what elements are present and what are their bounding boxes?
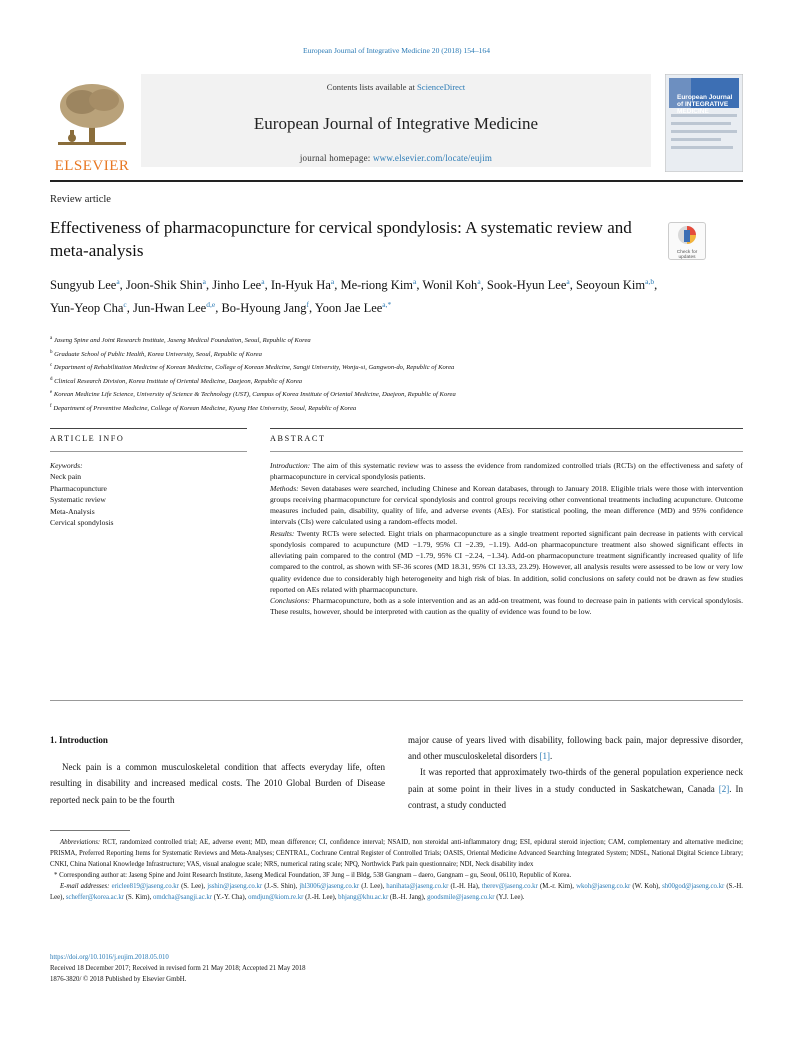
abstract-section-label: Methods: [270, 483, 299, 493]
email-link[interactable]: goodsmile@jaseng.co.kr [427, 894, 495, 902]
received-dates: Received 18 December 2017; Received in revised form 21 May 2018; Accepted 21 May 2018 [50, 965, 306, 973]
author-affiliation-marker[interactable]: a [202, 277, 207, 286]
author-name[interactable]: Wonil Koh [422, 278, 478, 293]
email-link[interactable]: omdcha@sangji.ac.kr [152, 894, 213, 902]
author-affiliation-marker[interactable]: a [261, 277, 265, 286]
abstract-section-label: Results: [270, 528, 295, 538]
keyword-item: Neck pain [50, 472, 81, 482]
author-name[interactable]: Yun-Yeop Cha [50, 301, 124, 316]
footnotes [50, 837, 743, 904]
keyword-item: Meta-Analysis [50, 506, 95, 516]
email-link[interactable]: scheffer@korea.ac.kr [65, 894, 125, 902]
email-owner: (J.-S. Shin), [262, 883, 300, 891]
intro-paragraph-2 [408, 764, 743, 813]
author-affiliation-marker[interactable]: a [477, 277, 481, 286]
journal-cover [665, 74, 743, 172]
author-affiliation-marker[interactable]: a [566, 277, 570, 286]
email-owner: (J. Lee), [359, 883, 387, 891]
author-name[interactable]: Yoon Jae Lee [314, 301, 383, 316]
abstract-subrule [270, 451, 743, 452]
email-owner: (I.-H. Ha), [448, 883, 482, 891]
email-owner: (S.-H. Lee), [50, 883, 743, 902]
email-note [50, 881, 743, 903]
abstract-section-label: Conclusions: [270, 596, 311, 605]
author-name[interactable]: Sook-Hyun Lee [486, 278, 567, 293]
affiliation-text: Korean Medicine Life Science, University of Science & Technology (UST), Campus of Korea Institute of Oriental Medicine, Daejeon, Republic of Korea [52, 391, 456, 399]
affiliation-item [50, 347, 700, 361]
abstract-paragraph [270, 595, 743, 618]
email-link[interactable]: wkoh@jaseng.co.kr [576, 883, 631, 891]
keyword-item: Pharmacopuncture [50, 483, 107, 493]
abstract-body [270, 460, 743, 618]
ref-link-1[interactable]: [1] [539, 751, 550, 762]
abstract-rule [270, 428, 743, 429]
intro-paragraph-1: Neck pain is a common musculoskeletal condition that affects everyday life, often resulting in disability and increased medical costs. The 2010 Global Burden of Disease reported neck pain to be the fourth [50, 762, 385, 805]
email-link[interactable]: jsshin@jaseng.co.kr [207, 883, 263, 891]
affiliation-key: f [50, 403, 52, 409]
email-owner: (Y.-Y. Cha), [212, 894, 249, 902]
article-info-heading: ARTICLE INFO [50, 434, 125, 443]
intro-p1-text: major cause of years lived with disability, following back pain, major depressive disorder, and other musculoskeletal disorders [408, 735, 743, 762]
publisher-wordmark: ELSEVIER [54, 158, 130, 174]
contents-line [141, 82, 651, 92]
author-affiliation-marker[interactable]: f [306, 300, 310, 310]
keyword-item: Cervical spondylosis [50, 518, 114, 528]
abstract-paragraph [270, 528, 743, 596]
affiliation-list [50, 333, 700, 415]
intro-p2-tail: . In contrast, a study conducted [408, 783, 744, 810]
email-owner: (S. Lee), [178, 883, 208, 891]
elsevier-tree-icon [52, 80, 132, 152]
affiliation-text: Clinical Research Division, Korea Institute of Oriental Medicine, Daejeon, Republic of Korea [52, 377, 303, 385]
intro-heading: 1. Introduction [50, 735, 108, 745]
author-list: Sungyub Lee$^a$, Joon-Shik Shin$^a$, Jinho Lee$^a$, In-Hyuk Ha$^a$, Me-riong Kim$^a$, Wonil Koh$^a$, Sook-Hyun Lee$^a$, Seoyoun Kim$^{a,b}$, Yun-Yeop Cha$^c$, Jun-Hwan Lee$^{d,e}$, Bo-Hyoung Jang$^f$, Yoon Jae Lee$^{a,*}$ [50, 277, 658, 316]
affiliation-item [50, 387, 700, 401]
cover-image [665, 74, 743, 172]
affiliation-key: e [50, 390, 53, 396]
issn-copyright: 1876-3820/ © 2018 Published by Elsevier GmbH. [50, 976, 187, 984]
badge-line1: Check for [676, 250, 698, 255]
abstract-section-text: Twenty RCTs were selected. Eight trials on pharmacopuncture as a single treatment reported significant pain decrease in patients with cervical spondylosis compared to acupuncture (MD −1.79, 95% CI −2.39, −1.19). Add-on pharmacopuncture treatment also showed significant effects in alleviating pain compared to the control (MD −1.79, 95% CI −2.24, −1.34). Add-on pharmacopuncture treatment significantly increased quality of life compared to the control, as shown with SF-36 scores (MD 18.31, 95% CI 13.33, 23.29). However, all analysis results were assessed to be low or very low quality evidence due to considerably high heterogeneity and high risk of bias. In addition, solid conclusions on safety could not be drawn as few studies reported on AEs related with pharmacopuncture. [270, 528, 743, 594]
author-name[interactable]: Jun-Hwan Lee [132, 301, 207, 316]
author-affiliation-marker[interactable]: d,e [206, 300, 216, 310]
keywords-block [50, 460, 240, 528]
affiliation-text: Graduate School of Public Health, Korea University, Seoul, Republic of Korea [52, 350, 262, 358]
email-link[interactable]: therev@jaseng.co.kr [481, 883, 538, 891]
author-name[interactable]: Jinho Lee [212, 278, 262, 293]
author-affiliation-marker[interactable]: a,b [645, 277, 655, 286]
email-label: E-mail addresses: [60, 883, 110, 891]
email-owner: (M.-r. Kim), [537, 883, 577, 891]
email-owner: (W. Koh), [630, 883, 663, 891]
article-info-rule [50, 428, 247, 429]
intro-p1-period: . [549, 751, 553, 762]
author-name[interactable]: Seoyoun Kim [576, 278, 646, 293]
author-affiliation-marker[interactable]: a [330, 277, 335, 286]
email-link[interactable]: sh00god@jaseng.co.kr [662, 883, 725, 891]
email-link[interactable]: omdjun@kiom.re.kr [248, 894, 304, 902]
affiliation-key: a [50, 336, 53, 341]
email-owner: (Y.J. Lee). [494, 894, 525, 902]
article-title: Effectiveness of pharmacopuncture for cervical spondylosis: A systematic review and meta-analysis [50, 218, 632, 260]
email-owner: (B.-H. Jang), [388, 894, 428, 902]
footnote-rule [50, 830, 130, 831]
abstract-heading: ABSTRACT [270, 434, 326, 443]
abstract-paragraph [270, 483, 743, 528]
affiliation-item [50, 374, 700, 388]
corresponding-note: * Corresponding author at: Jaseng Spine and Joint Research Institute, Jaseng Medical Foundation, 3F Jung – il Bldg, 538 Gangnam – daero, Gangnam – gu, Seoul, 06110, Republic of Korea. [54, 872, 572, 880]
affiliation-key: b [50, 349, 53, 355]
intro-p2-text: It was reported that approximately two-thirds of the general population experience neck pain at some point in their lives in a study conducted in Saskatchewan, Canada [408, 767, 743, 794]
affiliation-text: Jaseng Spine and Joint Research Institute, Jaseng Medical Foundation, Seoul, Republic of Korea [52, 337, 311, 345]
article-info-subrule [50, 451, 247, 452]
abstract-section-text: Pharmacopuncture, both as a sole intervention and as an add-on treatment, was found to decrease pain in patients with cervical spondylosis. These results, however, should be interpreted with caution as the quality of evidence was found to be low. [270, 596, 743, 617]
body-column-right [408, 732, 743, 813]
email-link[interactable]: jhl3006@jaseng.co.kr [299, 883, 360, 891]
author-name[interactable]: Joon-Shik Shin [125, 278, 203, 293]
email-link[interactable]: hanihata@jaseng.co.kr [386, 883, 449, 891]
crossmark-icon [677, 225, 697, 245]
affiliation-key: c [50, 363, 53, 369]
badge-line2: updates [678, 255, 696, 261]
abbreviations-note [50, 837, 743, 870]
homepage-line [141, 153, 651, 163]
cover-title: European Journal of INTEGRATIVE MEDICINE [677, 94, 733, 115]
intro-paragraph-1-cont [408, 732, 743, 764]
check-for-updates-button[interactable] [668, 222, 706, 260]
email-link[interactable]: bhjang@khu.ac.kr [338, 894, 389, 902]
abbreviations-label: Abbreviations: [60, 839, 101, 846]
author-affiliation-marker[interactable]: c [123, 300, 127, 310]
header-rule [50, 180, 743, 182]
affiliation-text: Department of Rehabilitation Medicine of Korean Medicine, College of Korean Medicine, Sangji University, Wonju-si, Gangwon-do, Republic of Korea [52, 364, 455, 372]
abstract-section-text: Seven databases were searched, including Chinese and Korean databases, through to January 2018. Eligible trials were those with intervention groups receiving pharmacopuncture for cervical spondylosis and control groups receiving other conventional treatments including acupuncture. Outcome measures included pain, disability, quality of life, and adverse events (AEs). For statistical pooling, the mean difference (MD) and 95% confidence intervals (CIs) were calculated using a random-effects model. [270, 483, 743, 527]
affiliation-item [50, 401, 700, 415]
journal-banner [141, 74, 651, 167]
affiliation-text: Department of Preventive Medicine, College of Korean Medicine, Kyung Hee University, Seoul, Republic of Korea [51, 405, 357, 413]
contents-prefix: Contents lists available at [326, 82, 417, 92]
body-column-left [50, 732, 385, 808]
author-name[interactable]: Sungyub Lee [50, 278, 117, 293]
abstract-section-text: The aim of this systematic review was to assess the evidence from randomized controlled trials (RCTs) on the effectiveness and safety of pharmacopuncture in cervical spondylosis patients. [270, 461, 743, 482]
abstract-section-label: Introduction: [270, 461, 311, 470]
badge-label [669, 250, 705, 260]
homepage-prefix: journal homepage: [299, 153, 373, 163]
ref-link-2[interactable]: [2] [718, 783, 730, 794]
journal-title: European Journal of Integrative Medicine [253, 114, 539, 133]
doi-link[interactable]: https://doi.org/10.1016/j.eujim.2018.05.010 [50, 954, 169, 961]
author-affiliation-marker[interactable]: a [116, 277, 120, 286]
sciencedirect-link[interactable]: ScienceDirect [417, 82, 466, 92]
keywords-label: Keywords: [50, 461, 83, 470]
running-header[interactable]: European Journal of Integrative Medicine 20 (2018) 154–164 [302, 46, 491, 55]
keyword-item: Systematic review [50, 495, 106, 505]
affiliation-key: d [50, 376, 53, 382]
article-type: Review article [50, 194, 111, 205]
abstract-paragraph [270, 460, 743, 483]
elsevier-logo [52, 80, 132, 174]
author-affiliation-marker[interactable]: a [413, 277, 417, 286]
email-owner: (S. Kim), [124, 894, 153, 902]
affiliation-item [50, 360, 700, 374]
email-owner: (J.-H. Lee), [303, 894, 339, 902]
author-name[interactable]: Me-riong Kim [340, 278, 414, 293]
abbreviations-text: RCT, randomized controlled trial; AE, adverse event; MD, mean difference; CI, confidence interval; NSAID, non steroidal anti-inflammatory drug; ESI, epidural steroid injection; CAM, complementary and alternative medicine; PRISMA, Preferred Reporting Items for Systematic Reviews and Meta-Analyses; CENTRAL, Cochrane Central Register of Controlled Trials; OASIS, Oriental Medicine Advanced Searching Integrated System; NDSL, National Digital Science Library; CNKI, China National Knowledge Infrastructure; VAS, visual analogue scale; NRS, numerical rating scale; NPQ, Northwick Park pain questionnaire; NDI, Neck disability index [50, 839, 743, 869]
author-affiliation-marker[interactable]: a,* [382, 300, 392, 310]
homepage-link[interactable]: www.elsevier.com/locate/eujim [372, 153, 493, 163]
author-name[interactable]: In-Hyuk Ha [270, 278, 331, 293]
author-name[interactable]: Bo-Hyoung Jang [221, 301, 307, 316]
affiliation-item [50, 333, 700, 347]
email-link[interactable]: ericlee819@jaseng.co.kr [111, 883, 179, 891]
abstract-end-rule [50, 700, 743, 701]
article-meta [50, 952, 743, 986]
